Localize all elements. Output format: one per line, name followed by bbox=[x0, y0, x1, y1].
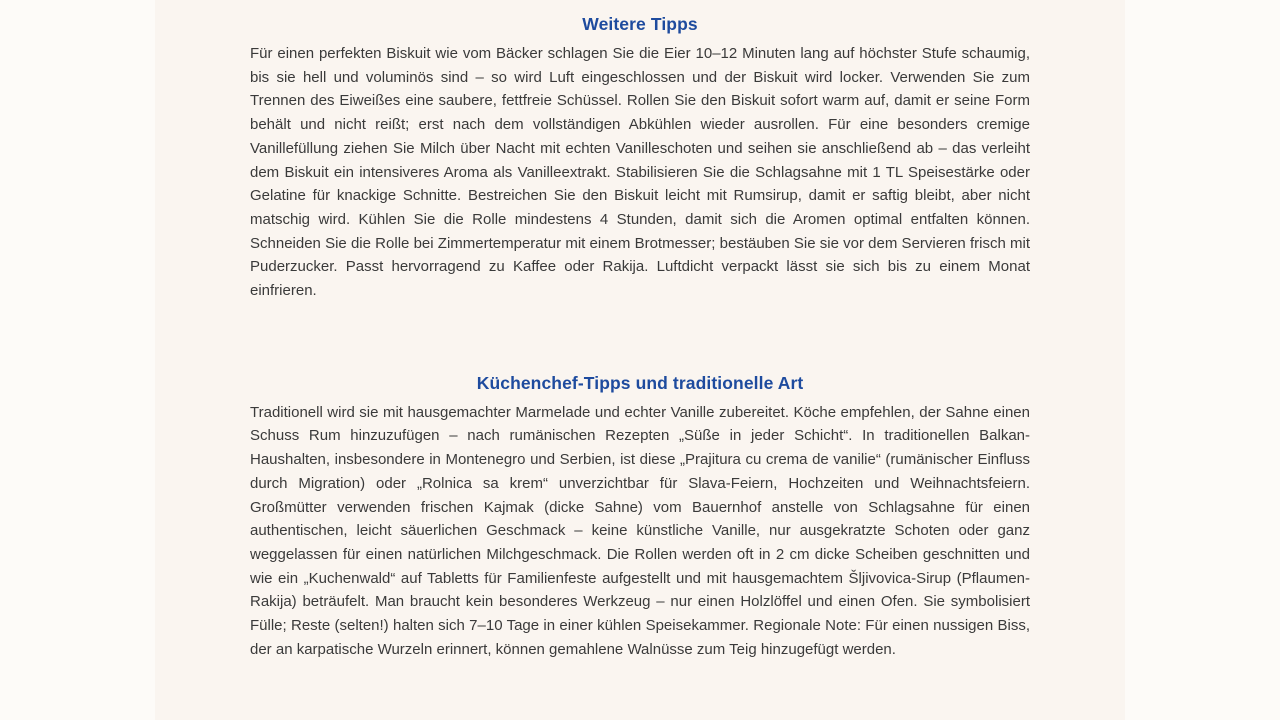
section-paragraph-weitere-tipps: Für einen perfekten Biskuit wie vom Bäcker schlagen Sie die Eier 10–12 Minuten lang auf höchster Stufe schaumig, bis sie hell und voluminös sind – so wird Luft eingeschlossen und der Biskuit wird locker. Verwenden Sie zum Trennen des Eiweißes eine saubere, fettfreie Schüssel. Rollen Sie den Biskuit sofort warm auf, damit er seine Form behält und nicht reißt; erst nach dem vollständigen Abkühlen wieder ausrollen. Für eine besonders cremige Vanillefüllung ziehen Sie Milch über Nacht mit echten Vanilleschoten und seihen sie anschließend ab – das verleiht dem Biskuit ein intensiveres Aroma als Vanilleextrakt. Stabilisieren Sie die Schlagsahne mit 1 TL Speisestärke oder Gelatine für knackige Schnitte. Bestreichen Sie den Biskuit leicht mit Rumsirup, damit er saftig bleibt, aber nicht matschig wird. Kühlen Sie die Rolle mindestens 4 Stunden, damit sich die Aromen optimal entfalten können. Schneiden Sie die Rolle bei Zimmertemperatur mit einem Brotmesser; bestäuben Sie sie vor dem Servieren frisch mit Puderzucker. Passt hervorragend zu Kaffee oder Rakija. Luftdicht verpackt lässt sie sich bis zu einem Monat einfrieren. bbox=[250, 45, 1030, 300]
section-title-kuechenchef-tipps: Küchenchef-Tipps und traditionelle Art bbox=[476, 372, 804, 393]
section-title-weitere-tipps: Weitere Tipps bbox=[582, 14, 698, 34]
section-weitere-tipps bbox=[250, 14, 1030, 303]
recipe-content-panel bbox=[155, 0, 1125, 720]
section-kuechenchef-tipps bbox=[250, 373, 1030, 662]
section-paragraph-kuechenchef-tipps: Traditionell wird sie mit hausgemachter Marmelade und echter Vanille zubereitet. Köche empfehlen, der Sahne einen Schuss Rum hinzuzufügen – nach rumänischen Rezepten „Süße in jeder Schicht“. In traditionellen Balkan-Haushalten, insbesondere in Montenegro und Serbien, ist diese „Prajitura cu crema de vanilie“ (rumänischer Einfluss durch Migration) oder „Rolnica sa krem“ unverzichtbar für Slava-Feiern, Hochzeiten und Weihnachtsfeiern. Großmütter verwenden frischen Kajmak (dicke Sahne) vom Bauernhof anstelle von Schlagsahne für einen authentischen, leicht säuerlichen Geschmack – keine künstliche Vanille, nur ausgekratzte Schoten oder ganz weggelassen für einen natürlichen Milchgeschmack. Die Rollen werden oft in 2 cm dicke Scheiben geschnitten und wie ein „Kuchenwald“ auf Tabletts für Familienfeste aufgestellt und mit hausgemachtem Šljivovica-Sirup (Pflaumen-Rakija) beträufelt. Man braucht kein besonderes Werkzeug – nur einen Holzlöffel und einen Ofen. Sie symbolisiert Fülle; Reste (selten!) halten sich 7–10 Tage in einer kühlen Speisekammer. Regionale Note: Für einen nussigen Biss, der an karpatische Wurzeln erinnert, können gemahlene Walnüsse zum Teig hinzugefügt werden. bbox=[250, 403, 1030, 658]
